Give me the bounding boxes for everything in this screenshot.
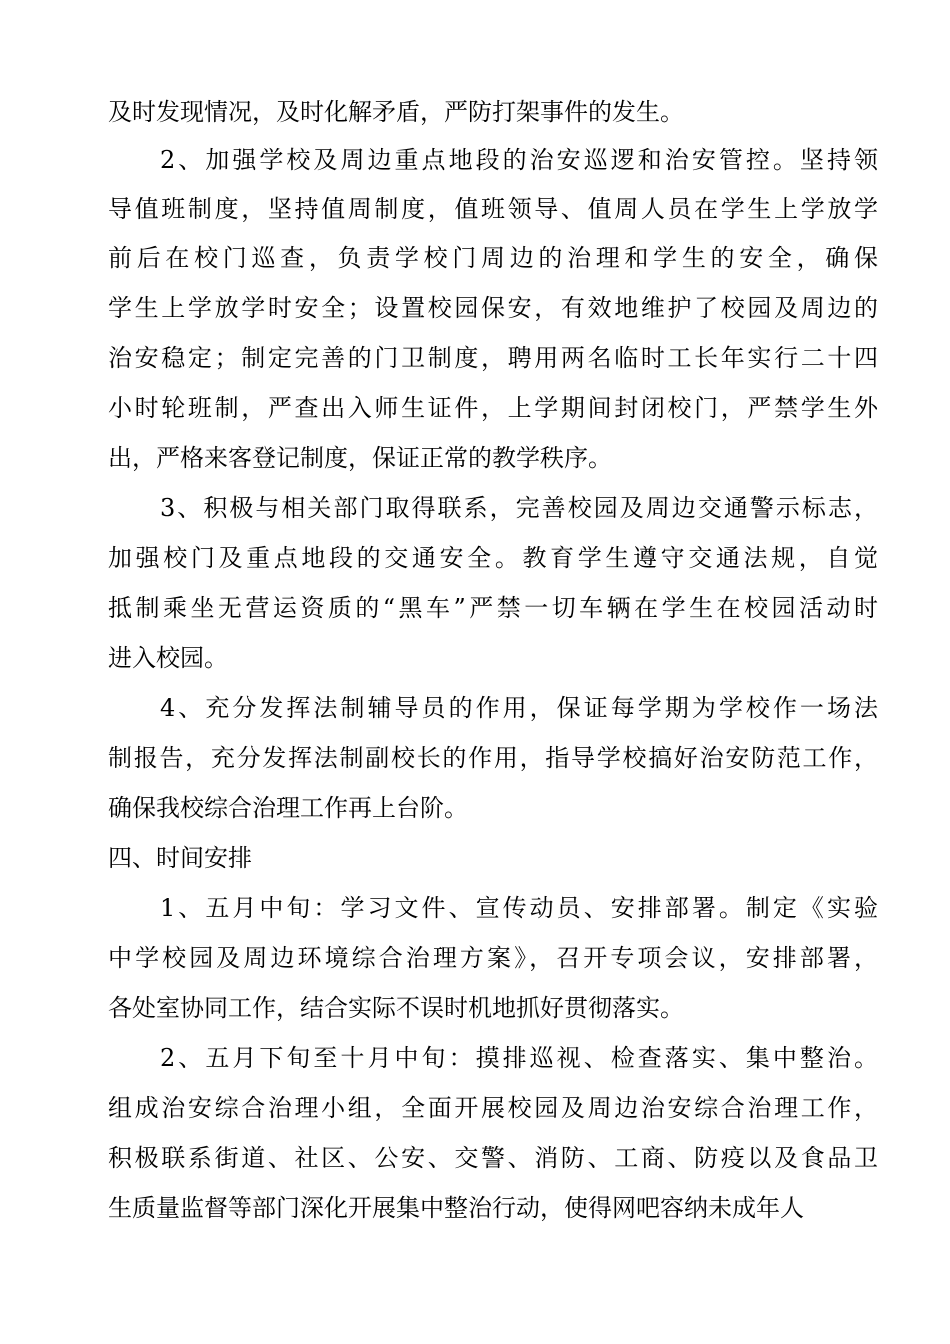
text-line-11: 抵制乘坐无营运资质的“黑车”严禁一切车辆在学生在校园活动时 xyxy=(108,594,878,622)
text-line-4: 前后在校门巡查，负责学校门周边的治理和学生的安全，确保 xyxy=(108,244,878,272)
text-line-6: 治安稳定；制定完善的门卫制度，聘用两名临时工长年实行二十四 xyxy=(108,344,878,372)
text-line-14: 制报告，充分发挥法制副校长的作用，指导学校搞好治安防范工作， xyxy=(108,744,878,772)
section-heading: 四、时间安排 xyxy=(108,844,252,872)
text-line-13: 4、充分发挥法制辅导员的作用，保证每学期为学校作一场法 xyxy=(160,694,878,722)
text-line-7: 小时轮班制，严查出入师生证件，上学期间封闭校门，严禁学生外 xyxy=(108,394,878,422)
text-line-1: 及时发现情况，及时化解矛盾，严防打架事件的发生。 xyxy=(108,98,684,126)
text-line-23: 生质量监督等部门深化开展集中整治行动，使得网吧容纳未成年人 xyxy=(108,1194,804,1222)
text-line-8: 出，严格来客登记制度，保证正常的教学秩序。 xyxy=(108,444,612,472)
text-line-9: 3、积极与相关部门取得联系，完善校园及周边交通警示标志， xyxy=(160,494,878,522)
text-line-22: 积极联系街道、社区、公安、交警、消防、工商、防疫以及食品卫 xyxy=(108,1144,878,1172)
text-line-2: 2、加强学校及周边重点地段的治安巡逻和治安管控。坚持领 xyxy=(160,146,878,174)
text-line-10: 加强校门及重点地段的交通安全。教育学生遵守交通法规，自觉 xyxy=(108,544,878,572)
text-line-18: 中学校园及周边环境综合治理方案》，召开专项会议，安排部署， xyxy=(108,944,878,972)
text-line-20: 2、五月下旬至十月中旬：摸排巡视、检查落实、集中整治。 xyxy=(160,1044,878,1072)
text-line-12: 进入校园。 xyxy=(108,644,228,672)
text-line-17: 1、五月中旬：学习文件、宣传动员、安排部署。制定《实验 xyxy=(160,894,878,922)
text-line-15: 确保我校综合治理工作再上台阶。 xyxy=(108,794,468,822)
text-line-21: 组成治安综合治理小组，全面开展校园及周边治安综合治理工作， xyxy=(108,1094,878,1122)
text-line-5: 学生上学放学时安全；设置校园保安，有效地维护了校园及周边的 xyxy=(108,294,878,322)
text-line-19: 各处室协同工作，结合实际不误时机地抓好贯彻落实。 xyxy=(108,994,684,1022)
text-line-3: 导值班制度，坚持值周制度，值班领导、值周人员在学生上学放学 xyxy=(108,195,878,223)
